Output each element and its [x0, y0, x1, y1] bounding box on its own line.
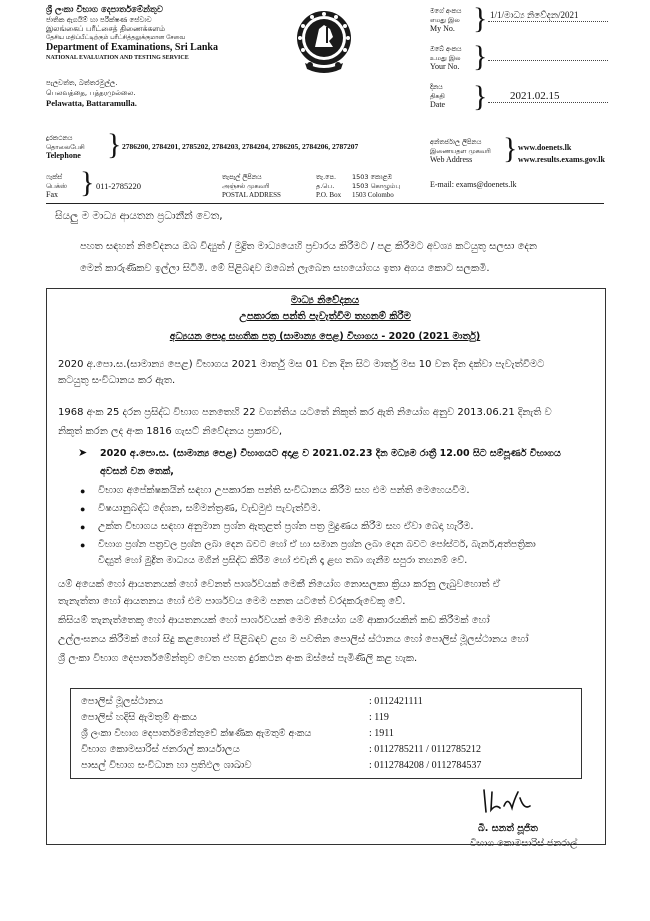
tel-label-ta: தொலைபேசி: [46, 143, 85, 151]
signatory-title: විභාග කොමසාරිස් ජනරාල්: [470, 838, 578, 849]
bullet-item-4-cont: විද්‍යුත් හෝ මුද්‍රිත මාධ්‍යය මගින් ප්‍රසිද්ධ කිරීම හෝ එවැනි දෑ ළඟ තබා ගැනීම සපුරා තහනම් වේ.: [98, 555, 468, 566]
salutation: සියලු ම මාධ්‍ය ආයතන ප්‍රධානීන් වෙත,: [55, 210, 223, 222]
brace: }: [473, 2, 488, 35]
po-box-si: තැ.පෙ.: [316, 173, 337, 181]
header-divider: [46, 203, 604, 204]
dotted-line: [488, 21, 608, 22]
po-box-en: P.O. Box: [316, 191, 342, 199]
contact-value: : 119: [369, 712, 389, 723]
brace: }: [503, 132, 518, 165]
contact-value: : 1911: [369, 728, 394, 739]
brace: }: [473, 80, 488, 113]
contact-label: පාසල් විභාග සංවිධාන හා ප්‍රතිඵල ශාඛාව: [81, 760, 252, 771]
date-label-ta: திகதி: [430, 92, 445, 100]
web-label-ta: இணையதள முகவரி: [430, 147, 491, 155]
address-si: පැලවත්ත, බත්තරමුල්ල.: [46, 79, 118, 87]
my-no-label-si: මගේ අංකය: [430, 7, 462, 15]
contact-row: [81, 727, 571, 741]
contact-value: : 0112421111: [369, 696, 423, 707]
bullet-item-4: විභාග ප්‍රශ්න පත්‍රවල ප්‍රශ්න ලබා දෙන බවට හෝ ඒ හා සමාන ප්‍රශ්න ලබා දෙන බවට පෝස්ටර්, බැනර්,අත්පත්‍රිකා: [98, 539, 536, 550]
dotted-line: [488, 60, 608, 61]
email-address[interactable]: E-mail: exams@doenets.lk: [430, 180, 517, 189]
dept-name-si: ශ්‍රී ලංකා විභාග දෙපාර්තමේන්තුව: [46, 5, 163, 15]
bullet-icon: ●: [80, 486, 86, 496]
service-name-en: NATIONAL EVALUATION AND TESTING SERVICE: [46, 55, 189, 61]
contact-label: ශ්‍රී ලංකා විභාග දෙපාර්තමේන්තුවේ ක්ෂණික ඇමතුම් අංකය: [81, 728, 312, 739]
fax-number: 011-2785220: [96, 181, 142, 191]
date-value: 2021.02.15: [510, 90, 560, 102]
contact-row: [81, 743, 571, 757]
contact-value: : 0112784208 / 0112784537: [369, 760, 482, 771]
my-no-label-en: My No.: [430, 24, 455, 33]
dept-name-ta: இலங்கைப் பரீட்சைத் திணைக்களம்: [46, 24, 166, 33]
po-number-si: 1503 කොළඹ: [352, 173, 393, 181]
para4-line3: ශ්‍රී ලංකා විභාග දෙපාර්තමේන්තුව වෙත පහත දුරකථන අංක ඔස්සේ පැමිණිලි කළ හැක.: [58, 653, 418, 664]
para4-line1: කිසියම් තැනැත්තෙකු හෝ ආයතනයක් හෝ පාර්ශවයක් මෙම නියෝග යම් ආකාරයකින් කඩ කිරීමක් හෝ: [58, 615, 490, 626]
bullet-icon: ●: [80, 504, 86, 514]
contact-row: [81, 695, 571, 709]
bullet-item-1: විභාග අපේක්ෂකයින් සඳහා උපකාරක පන්ති සංවිධානය කිරීම සහ එම පන්ති මෙහෙයවීම.: [98, 485, 470, 496]
postal-label-si: තැපැල් ලිපිනය: [222, 173, 262, 181]
para1-line2: කටයුතු සංවිධානය කර ඇත.: [58, 375, 176, 386]
sri-lanka-emblem: [295, 5, 353, 79]
contact-value: : 0112785211 / 0112785212: [369, 744, 481, 755]
contact-label: පොලිස් මූලස්ථානය: [81, 696, 164, 707]
fax-label-ta: பெக்ஸ்: [46, 182, 68, 190]
tel-numbers: 2786200, 2784201, 2785202, 2784203, 2784204, 2786205, 2784206, 2787207: [122, 142, 359, 151]
web-label-en: Web Address: [430, 155, 473, 164]
service-name-si: ජාතික ඇගයීම් හා පරීක්ෂණ සේවාව: [46, 16, 152, 24]
date-label-en: Date: [430, 100, 446, 109]
notice-subject: උපකාරක පන්ති පැවැත්වීම තහනම් කිරීම: [239, 311, 411, 322]
address-en: Pelawatta, Battaramulla.: [46, 98, 137, 108]
intro-line-2: මෙන් කාරුණිකව ඉල්ලා සිටිමි. මේ පිළිබඳව ඔබෙන් ලැබෙන සහයෝගය ඉතා අගය කොට සලකමි.: [80, 263, 490, 274]
arrow-line-2: අවසන් වන තෙක්,: [100, 466, 174, 477]
contact-label: විභාග කොමසාරිස් ජනරාල් කාර්යාලය: [81, 744, 240, 755]
intro-line-1: පහත සඳහන් නිවේදනය ඔබ විද්‍යුත් / මුද්‍රිත මාධ්‍යයෙහි ප්‍රචාරය කිරීමට / පළ කිරීමට අවශ්‍ය කටයුතු සලසා දෙන: [80, 241, 537, 252]
contact-numbers-box: [70, 688, 582, 779]
contact-row: [81, 759, 571, 773]
bullet-item-2: විෂයානුබද්ධ දේශන, සම්මන්ත්‍රණ, වැඩමුළු පැවැත්වීම.: [98, 503, 321, 514]
fax-label-en: Fax: [46, 190, 58, 199]
your-no-label-ta: உமது இல: [430, 54, 461, 62]
my-no-label-ta: எமது இல: [430, 16, 460, 24]
date-label-si: දිනය: [430, 83, 443, 91]
notice-heading: මාධ්‍ය නිවේදනය: [290, 295, 360, 306]
dept-name-en: Department of Examinations, Sri Lanka: [46, 42, 218, 53]
bullet-icon: ●: [80, 522, 86, 532]
dotted-line: [488, 102, 608, 103]
web-address-1[interactable]: www.doenets.lk: [518, 143, 572, 152]
web-label-si: අන්තර්ජාල ලිපිනය: [430, 138, 482, 146]
my-no-value: 1/1/මාධ්‍ය නිවේදන/2021: [490, 10, 579, 20]
your-no-label-si: ඔබේ අංකය: [430, 45, 462, 53]
notice-exam-title: අධ්‍යයන පොදු සහතික පත්‍ර (සාමාන්‍ය පෙළ) විභාගය - 2020 (2021 මාර්තු): [169, 331, 481, 342]
postal-label-ta: அஞ்சல் முகவரி: [222, 182, 270, 190]
bullet-item-3: උක්ත විභාගය සඳහා අනුමාන ප්‍රශ්න ඇතුළත් ප්‍රශ්න පත්‍ර මුද්‍රණය කිරීම සහ ඒවා බෙදා හැරීම.: [98, 521, 474, 532]
arrow-line-1: 2020 අ.පො.ස. (සාමාන්‍ය පෙළ) විභාගයට අදාළ ව 2021.02.23 දින මධ්‍යම රාත්‍රී 12.00 සිට සම්පූර්ණ විභාගය: [100, 448, 561, 459]
contact-label: පොලිස් හදිසි ඇමතුම් අංකය: [81, 712, 197, 723]
service-name-ta: தேசிய மதிப்பீட்டிற்கும் பரீட்சித்தலுக்குமான சேவை: [46, 34, 186, 41]
web-address-2[interactable]: www.results.exams.gov.lk: [518, 155, 605, 164]
tel-label-en: Telephone: [46, 151, 81, 160]
signatory-name: බී. සනත් පූජිත: [478, 823, 538, 834]
your-no-label-en: Your No.: [430, 62, 460, 71]
fax-label-si: ෆැක්ස්: [46, 173, 63, 181]
brace: }: [80, 166, 95, 199]
para4-line2: උල්ලංඝනය කිරීමක් හෝ සිදු කළහොත් ඒ පිළිබඳව ළඟ ම පවතින පොලිස් ස්ථානය හෝ පොලිස් මූලස්ථානය හෝ: [58, 634, 529, 645]
brace: }: [473, 40, 488, 73]
bullet-icon: ●: [80, 540, 86, 550]
contact-row: [81, 711, 571, 725]
para2-line1: 1968 අංක 25 දරන ප්‍රසිද්ධ විභාග පනතෙහි 22 වගන්තිය යටතේ නිකුත් කර ඇති නියෝග අනුව 2013.06.21 දිනැති ව: [58, 407, 552, 418]
handwritten-signature: [478, 786, 538, 821]
address-ta: பெலவத்தை, பத்தரமுல்லை.: [46, 89, 136, 97]
po-box-ta: த.பெ.: [316, 182, 335, 190]
postal-label-en: POSTAL ADDRESS: [222, 191, 281, 199]
brace: }: [107, 128, 122, 161]
para3-line1: යම් අයෙක් හෝ ආයතනයක් හෝ වෙනත් පාර්ශවයක් මෙකී නියෝග නොසලකා ක්‍රියා කරනු ලැබුවහොත් ඒ: [58, 579, 501, 590]
po-number-en: 1503 Colombo: [352, 191, 394, 199]
arrow-icon: ➤: [78, 447, 88, 459]
tel-label-si: දුරකථනය: [46, 134, 73, 142]
para2-line2: නිකුත් කරන ලද අංක 1816 ගැසට් නිවේදනය ප්‍රකාරව,: [58, 426, 283, 437]
po-number-ta: 1503 கொழும்பு: [352, 182, 401, 190]
para1-line1: 2020 අ.පො.ස.(සාමාන්‍ය පෙළ) විභාගය 2021 මාර්තු මස 01 වන දින සිට මාර්තු මස 10 වන දින දක්වා පැවැත්වීමට: [58, 359, 545, 370]
para3-line2: තැනැත්තා හෝ ආයතනය හෝ එම පාර්ශවය මෙම පනත යටතේ වරදකරුවෙකු වේ.: [58, 596, 406, 607]
